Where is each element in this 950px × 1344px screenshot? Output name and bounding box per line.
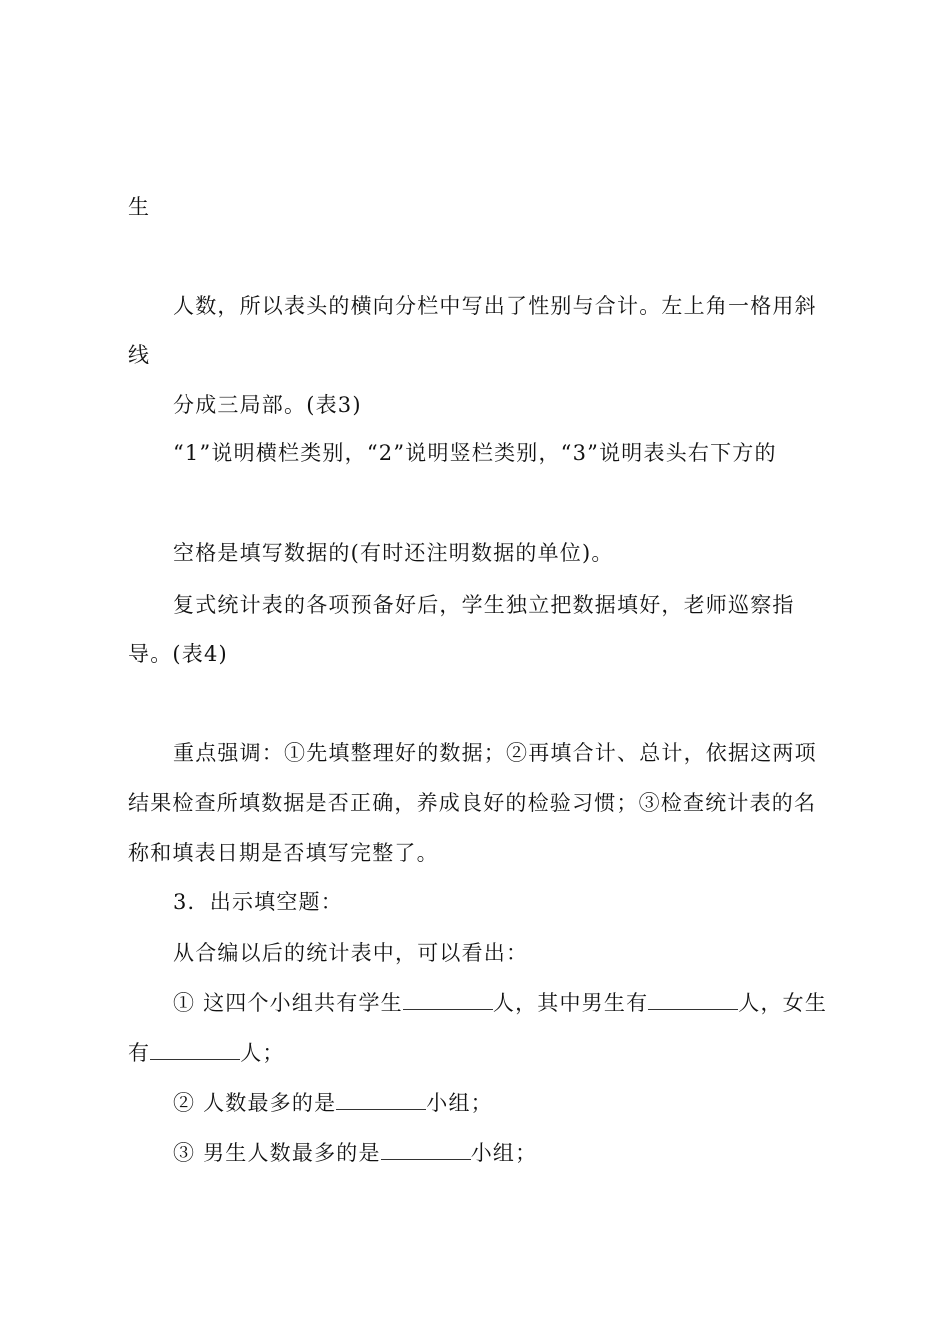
question-1-text: 人，女生 <box>738 991 828 1015</box>
text-line: 复式统计表的各项预备好后，学生独立把数据填好，老师巡察指 <box>173 593 795 617</box>
text-line: 分成三局部。(表3) <box>173 393 362 417</box>
question-3-text: ③ 男生人数最多的是 <box>173 1141 381 1165</box>
answer-blank[interactable] <box>150 1041 240 1060</box>
question-1-text: 有 <box>128 1041 151 1065</box>
question-1-text: ① 这四个小组共有学生 <box>173 991 403 1015</box>
question-2-line <box>173 1089 493 1117</box>
question-1-line <box>173 989 827 1017</box>
question-2-text: ② 人数最多的是 <box>173 1091 337 1115</box>
text-line: 线 <box>128 343 151 367</box>
question-3-text: 小组； <box>470 1141 538 1165</box>
question-1-text: 人，其中男生有 <box>492 991 649 1015</box>
answer-blank[interactable] <box>336 1091 426 1110</box>
text-line: 3．出示填空题： <box>173 890 343 914</box>
answer-blank[interactable] <box>381 1141 471 1160</box>
text-line: 导。(表4) <box>128 642 228 666</box>
question-1-text: 人； <box>240 1041 285 1065</box>
question-3-line <box>173 1139 537 1167</box>
text-line: 生 <box>128 195 151 219</box>
text-line: “1”说明横栏类别，“2”说明竖栏类别，“3”说明表头右下方的 <box>173 441 777 465</box>
answer-blank[interactable] <box>648 991 738 1010</box>
text-line: 空格是填写数据的(有时还注明数据的单位)。 <box>173 541 614 565</box>
text-line: 结果检查所填数据是否正确，养成良好的检验习惯；③检查统计表的名 <box>128 791 817 815</box>
text-line: 重点强调：①先填整理好的数据；②再填合计、总计，依据这两项 <box>173 741 817 765</box>
question-2-text: 小组； <box>426 1091 493 1115</box>
text-line: 人数，所以表头的横向分栏中写出了性别与合计。左上角一格用斜 <box>173 294 817 318</box>
text-line: 从合编以后的统计表中，可以看出： <box>173 941 529 965</box>
answer-blank[interactable] <box>403 991 493 1010</box>
question-1-line <box>128 1039 285 1067</box>
text-line: 称和填表日期是否填写完整了。 <box>128 841 439 865</box>
